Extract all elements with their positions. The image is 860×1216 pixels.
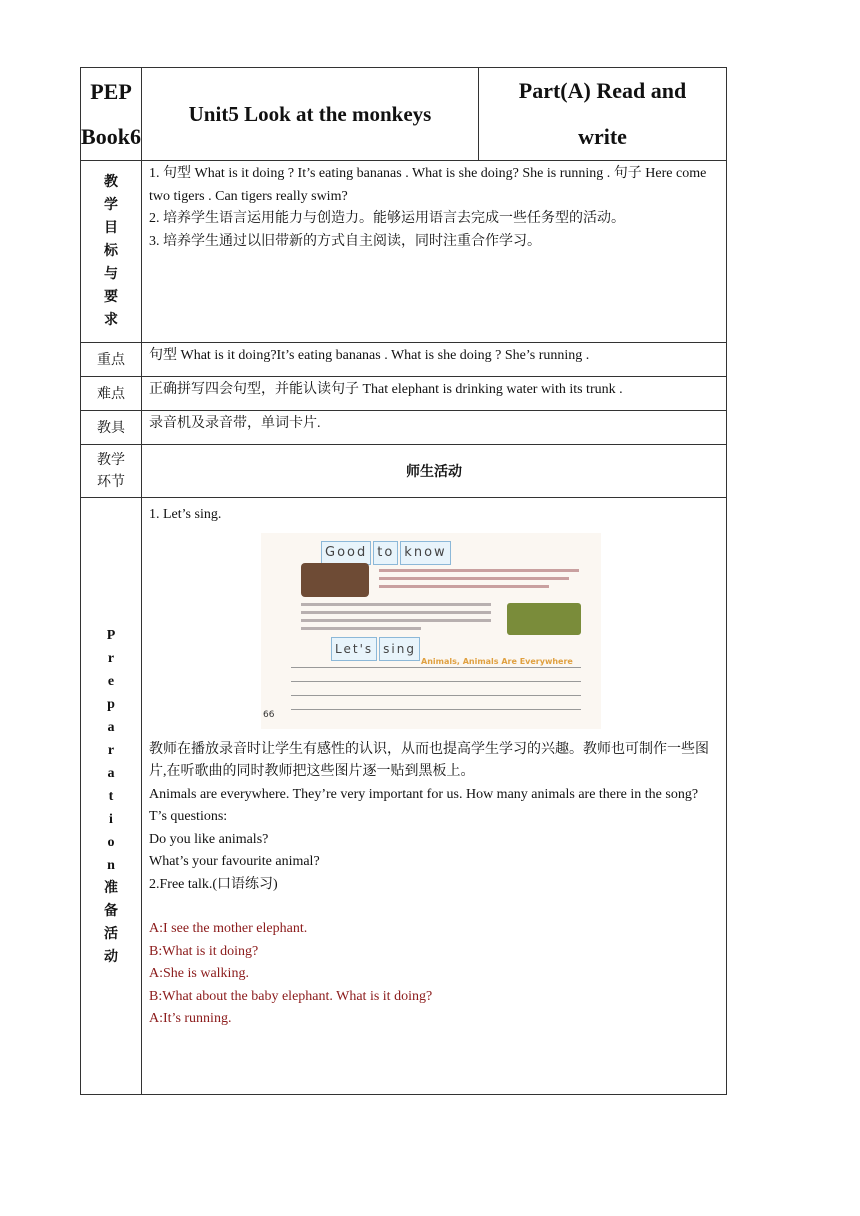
teaching-aids-label: 教具 bbox=[81, 411, 142, 445]
question-2: What’s your favourite animal? bbox=[149, 854, 320, 869]
part-line2: write bbox=[578, 124, 627, 149]
dialogue-line: B:What about the baby elephant. What is it doing? bbox=[149, 988, 433, 1004]
good-to-know-banner: Good to know bbox=[321, 541, 453, 566]
lesson-plan-table bbox=[80, 67, 727, 1095]
t-questions: T’s questions: bbox=[149, 809, 228, 824]
step-2: 2.Free talk.(口语练习) bbox=[149, 876, 278, 892]
goals-label: 教 学 目 标 与 要 求 bbox=[81, 161, 142, 343]
teaching-aids-text: 录音机及录音带，单词卡片. bbox=[142, 411, 727, 445]
goal-2: 2. 培养学生语言运用能力与创造力。能够运用语言去完成一些任务型的活动。 bbox=[149, 211, 625, 226]
song-title: Animals, Animals Are Everywhere bbox=[421, 656, 573, 666]
koala-photo bbox=[301, 563, 369, 597]
paragraph-2: Animals are everywhere. They’re very important for us. How many animals are there in the song? bbox=[149, 786, 699, 802]
dialogue-line: B:What is it doing? bbox=[149, 943, 259, 959]
book-line2: Book6 bbox=[81, 124, 141, 149]
dialogue-line: A:It’s running. bbox=[149, 1011, 232, 1026]
preparation-label: P r e p a r a t i o n 准 备 活 动 bbox=[81, 498, 142, 1095]
goal-3: 3. 培养学生通过以旧带新的方式自主阅读，同时注重合作学习。 bbox=[149, 233, 541, 249]
preparation-content bbox=[142, 498, 727, 1095]
part-cell bbox=[479, 68, 727, 161]
key-points-label: 重点 bbox=[81, 343, 142, 377]
goals-content bbox=[142, 161, 727, 343]
difficulties-label: 难点 bbox=[81, 377, 142, 411]
book-line1: PEP bbox=[90, 79, 132, 104]
page-number: 66 bbox=[263, 710, 275, 720]
activity-heading: 师生活动 bbox=[142, 445, 727, 498]
book-cell bbox=[81, 68, 142, 161]
step-1: 1. Let’s sing. bbox=[149, 507, 222, 522]
unit-title: Unit5 Look at the monkeys bbox=[142, 68, 479, 161]
dialogue-line: A:I see the mother elephant. bbox=[149, 921, 308, 936]
process-label: 教学环节 bbox=[81, 445, 142, 498]
lets-sing-banner: Let's sing bbox=[331, 637, 422, 662]
difficulties-text: 正确拼写四会句型，并能认读句子 That elephant is drinking water with its trunk . bbox=[142, 377, 727, 411]
question-1: Do you like animals? bbox=[149, 831, 269, 847]
paragraph-1: 教师在播放录音时让学生有感性的认识，从而也提高学生学习的兴趣。教师也可制作一些图片,在听歌曲的同时教师把这些图片逐一贴到黑板上。 bbox=[149, 741, 709, 779]
kangaroo-photo bbox=[507, 603, 581, 635]
dialogue-line: A:She is walking. bbox=[149, 966, 249, 981]
key-points-text: 句型 What is it doing?It’s eating bananas . What is she doing ? She’s running . bbox=[142, 343, 727, 377]
part-line1: Part(A) Read and bbox=[518, 78, 687, 103]
goal-1: 1. 句型 What is it doing ? It’s eating bananas . What is she doing? She is running . 句子 Here come two tigers . Can tigers really swim? bbox=[149, 166, 707, 204]
textbook-image bbox=[261, 533, 601, 729]
